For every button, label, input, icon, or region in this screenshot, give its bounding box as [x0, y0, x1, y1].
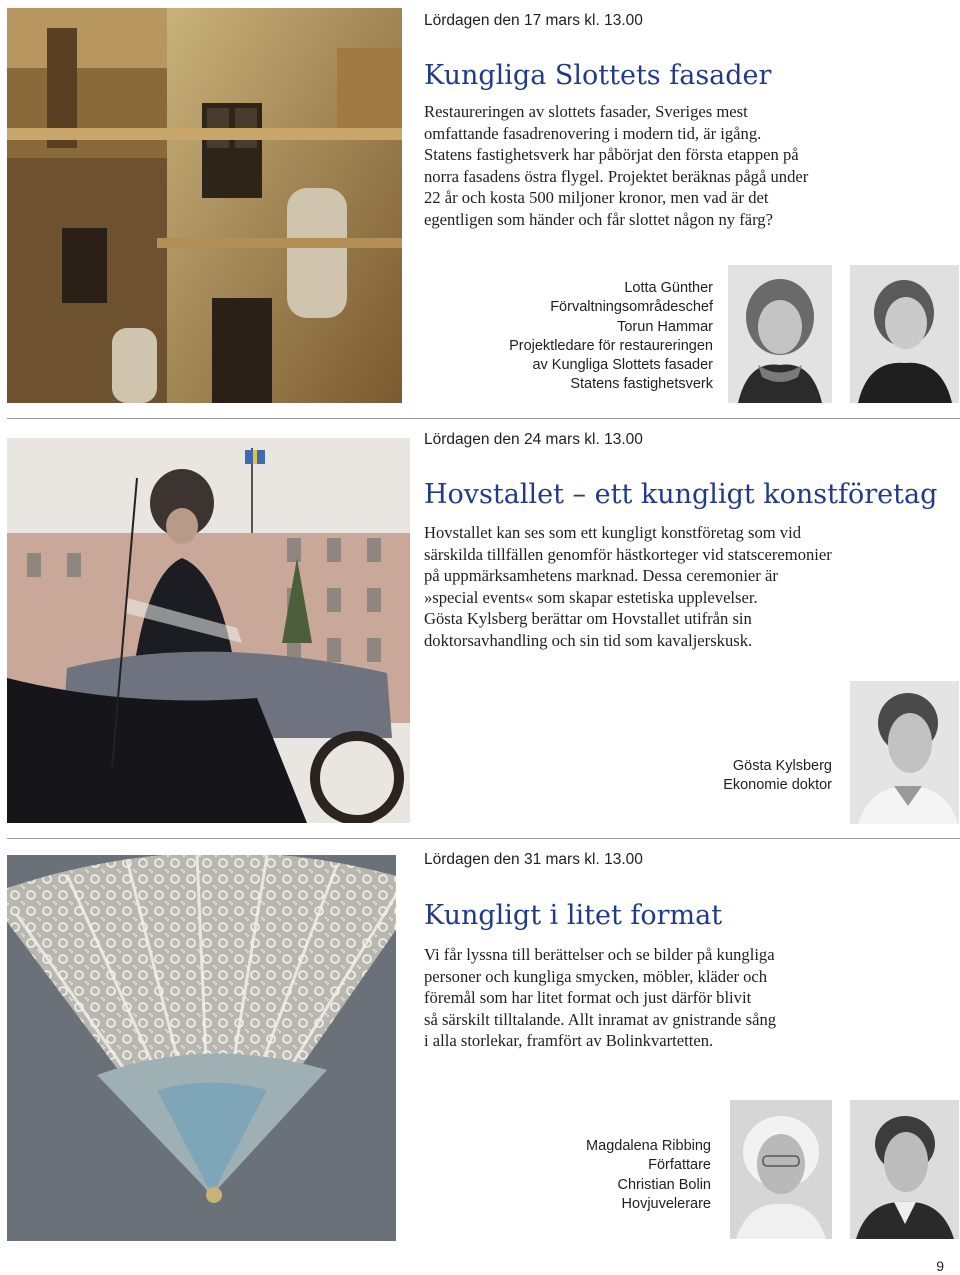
speaker-name: Gösta Kylsberg — [732, 758, 832, 774]
event-description — [424, 944, 944, 1052]
lace-fan-photo — [7, 855, 396, 1241]
description-line: Statens fastighetsverk har påbörjat den första etappen på — [424, 145, 799, 165]
speaker-credits — [723, 757, 832, 796]
description-line: personer och kungliga smycken, möbler, kläder och — [424, 966, 768, 986]
description-line: »special events« som skapar estetiska upplevelser. — [424, 587, 758, 607]
event-date: Lördagen den 24 mars kl. 13.00 — [424, 431, 643, 448]
event-description — [424, 522, 944, 652]
speaker-portrait — [728, 265, 832, 403]
speaker-credits — [509, 279, 713, 395]
speaker-portrait — [850, 681, 959, 824]
speaker-role: Författare — [648, 1157, 711, 1174]
royal-carriage-photo — [7, 438, 410, 823]
event-title: Kungliga Slottets fasader — [424, 60, 772, 91]
speaker-role: Ekonomie doktor — [723, 777, 832, 794]
section-divider — [7, 418, 960, 419]
speaker-portrait — [850, 265, 959, 403]
speaker-role: Projektledare för restaureringen — [509, 337, 713, 354]
page-number: 9 — [936, 1258, 944, 1274]
description-line: Vi får lyssna till berättelser och se bilder på kungliga — [424, 945, 775, 964]
description-line: på uppmärksamhetens marknad. Dessa ceremonier är — [424, 566, 778, 586]
description-line: särskilda tillfällen genomför hästkorteger vid statsceremonier — [424, 544, 832, 564]
event-description — [424, 101, 944, 231]
description-line: så särskilt tilltalande. Allt inramat av gnistrande sång — [424, 1009, 777, 1029]
description-line: Gösta Kylsberg berättar om Hovstallet utifrån sin — [424, 609, 752, 629]
description-line: omfattande fasadrenovering i modern tid, är igång. — [424, 123, 762, 143]
description-line: Hovstallet kan ses som ett kungligt konstföretag som vid — [424, 523, 802, 542]
event-title: Hovstallet – ett kungligt konstföretag — [424, 479, 938, 510]
description-line: norra fasadens östra flygel. Projektet beräknas pågå under — [424, 166, 809, 186]
palace-facade-photo — [7, 8, 402, 403]
speaker-name: Christian Bolin — [617, 1176, 711, 1193]
event-title: Kungligt i litet format — [424, 900, 723, 931]
description-line: Restaureringen av slottets fasader, Sveriges mest — [424, 102, 748, 121]
description-line: 22 år och kosta 500 miljoner kronor, men vad är det — [424, 188, 769, 208]
speaker-portrait — [850, 1100, 959, 1239]
speaker-organisation: Statens fastighetsverk — [570, 376, 713, 393]
speaker-role: Förvaltningsområdeschef — [550, 299, 713, 316]
description-line: doktorsavhandling och sin tid som kavaljerskusk. — [424, 630, 753, 650]
speaker-name: Lotta Günther — [624, 280, 713, 296]
event-date: Lördagen den 31 mars kl. 13.00 — [424, 851, 643, 868]
description-line: i alla storlekar, framfört av Bolinkvartetten. — [424, 1031, 714, 1051]
speaker-name: Torun Hammar — [617, 318, 713, 335]
speaker-role: Hovjuvelerare — [621, 1195, 711, 1212]
description-line: egentligen som händer och får slottet någon ny färg? — [424, 209, 773, 229]
section-divider — [7, 838, 960, 839]
description-line: föremål som har litet format och just därför blivit — [424, 988, 752, 1008]
speaker-role: av Kungliga Slottets fasader — [532, 357, 713, 374]
speaker-portrait — [730, 1100, 832, 1239]
speaker-name: Magdalena Ribbing — [586, 1138, 711, 1154]
event-date: Lördagen den 17 mars kl. 13.00 — [424, 12, 643, 29]
speaker-credits — [586, 1137, 711, 1214]
